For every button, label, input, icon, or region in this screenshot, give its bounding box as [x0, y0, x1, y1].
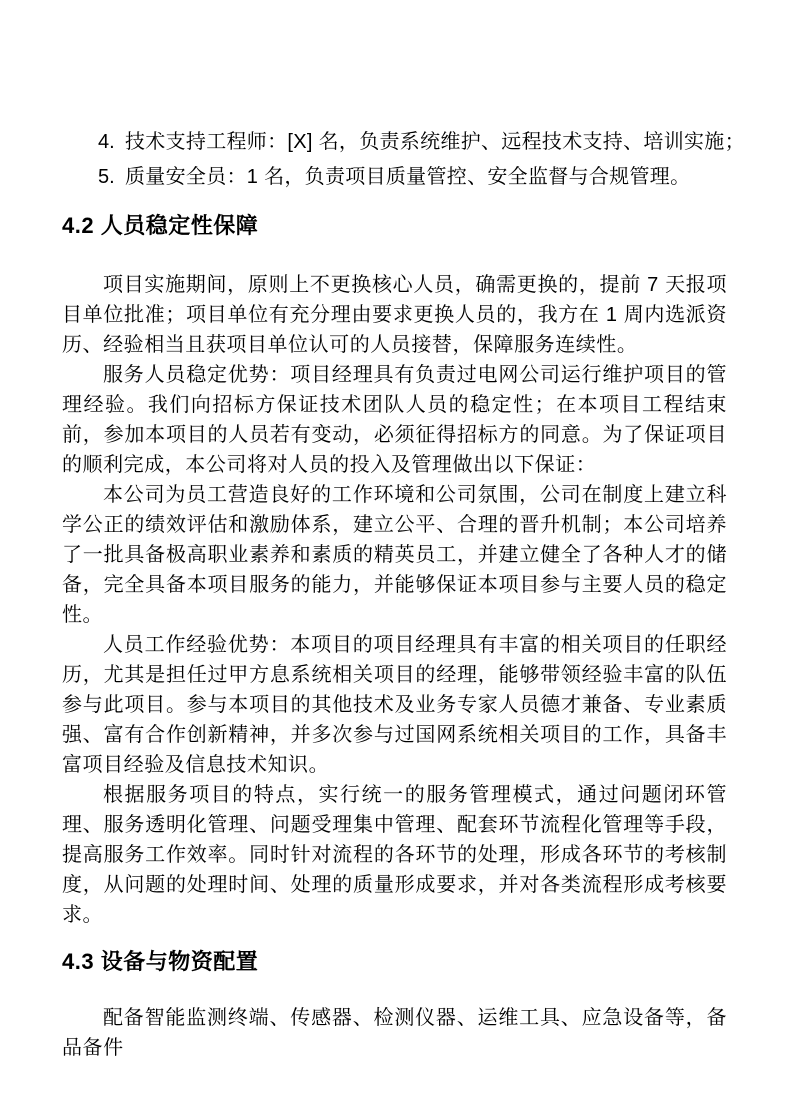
list-item	[98, 125, 745, 160]
body-paragraph: 服务人员稳定优势：项目经理具有负责过电网公司运行维护项目的管理经验。我们向招标方保证技术团队人员的稳定性；在本项目工程结束前，参加本项目的人员若有变动，必须征得招标方的同意。为了保证项目的顺利完成，本公司将对人员的投入及管理做出以下保证：	[62, 364, 727, 476]
list-item	[98, 160, 727, 195]
body-paragraph: 项目实施期间，原则上不更换核心人员，确需更换的，提前 7 天报项目单位批准；项目单位有充分理由要求更换人员的，我方在 1 周内选派资历、经验相当且获项目单位认可的人员接替，保障服务连续性。	[62, 274, 727, 356]
body-paragraph: 配备智能监测终端、传感器、检测仪器、运维工具、应急设备等，备品备件	[62, 1007, 727, 1059]
section-body-4-3	[62, 1003, 727, 1063]
body-paragraph: 根据服务项目的特点，实行统一的服务管理模式，通过问题闭环管理、服务透明化管理、问题受理集中管理、配套环节流程化管理等手段，提高服务工作效率。同时针对流程的各环节的处理，形成各环节的考核制度，从问题的处理时间、处理的质量形成要求，并对各类流程形成考核要求。	[62, 784, 727, 926]
section-heading-4-3: 4.3 设备与物资配置	[62, 949, 259, 974]
list-item-text: 技术支持工程师：[X] 名，负责系统维护、远程技术支持、培训实施；	[125, 131, 745, 153]
section-body-4-2	[62, 270, 727, 930]
list-item-text: 质量安全员：1 名，负责项目质量管控、安全监督与合规管理。	[125, 166, 691, 188]
section-heading-4-2: 4.2 人员稳定性保障	[62, 213, 259, 238]
body-paragraph: 本公司为员工营造良好的工作环境和公司氛围，公司在制度上建立科学公正的绩效评估和激励体系，建立公平、合理的晋升机制；本公司培养了一批具备极高职业素养和素质的精英员工，并建立健全了各种人才的储备，完全具备本项目服务的能力，并能够保证本项目参与主要人员的稳定性。	[62, 484, 727, 626]
list-item-number: 5.	[98, 166, 115, 188]
numbered-list	[62, 125, 745, 195]
list-item-number: 4.	[98, 131, 115, 153]
body-paragraph: 人员工作经验优势：本项目的项目经理具有丰富的相关项目的任职经历，尤其是担任过甲方息系统相关项目的经理，能够带领经验丰富的队伍参与此项目。参与本项目的其他技术及业务专家人员德才兼备、专业素质强、富有合作创新精神，并多次参与过国网系统相关项目的工作，具备丰富项目经验及信息技术知识。	[62, 634, 727, 776]
page-content	[62, 0, 745, 1063]
